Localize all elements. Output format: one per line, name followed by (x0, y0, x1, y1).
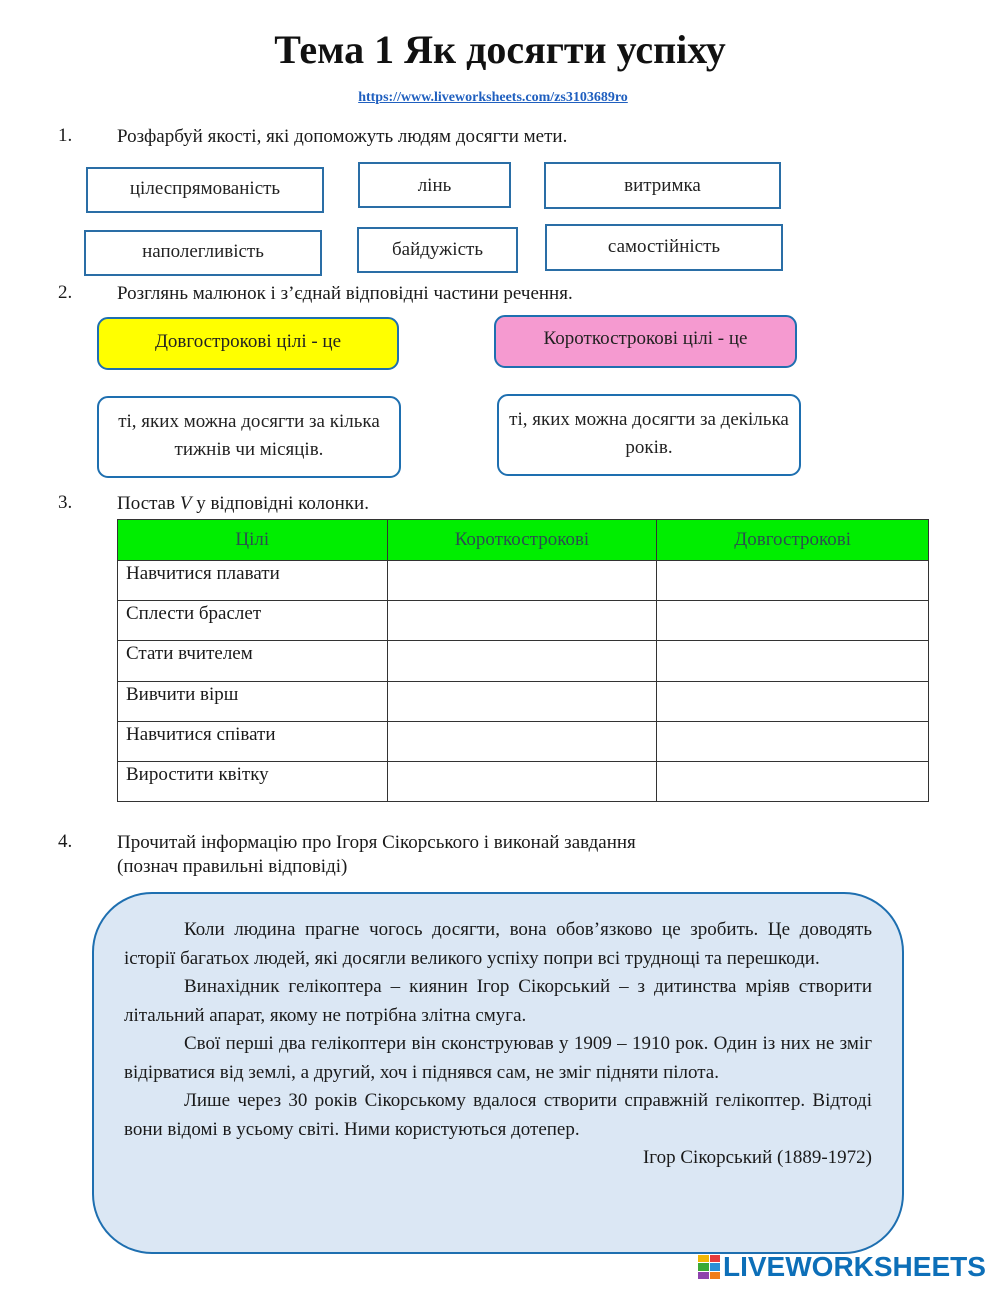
logo-text: LIVEWORKSHEETS (723, 1251, 986, 1282)
column-header-long-term: Довгострокові (657, 520, 929, 561)
worksheet-link[interactable]: https://www.liveworksheets.com/zs3103689ro (358, 90, 628, 105)
quality-box[interactable]: байдужість (357, 227, 518, 273)
short-term-check-cell[interactable] (387, 761, 657, 801)
quality-box[interactable]: витримка (544, 162, 781, 209)
goal-cell: Сплести браслет (118, 601, 388, 641)
short-term-check-cell[interactable] (387, 681, 657, 721)
page-title: Тема 1 Як досягти успіху (274, 27, 726, 72)
table-row (118, 601, 929, 641)
question-4-line-2: (познач правильні відповіді) (117, 856, 348, 877)
table-header-row (118, 520, 929, 561)
quality-box[interactable]: наполегливість (84, 230, 322, 276)
table-row (118, 761, 929, 801)
question-2-number: 2. (58, 282, 73, 303)
short-term-goal-card[interactable]: Короткострокові цілі - це (494, 315, 797, 368)
sikorsky-story-box (92, 892, 904, 1254)
question-4-number: 4. (58, 831, 73, 852)
short-term-check-cell[interactable] (387, 601, 657, 641)
question-4-line-1: Прочитай інформацію про Ігоря Сікорського і виконай завдання (117, 832, 636, 853)
quality-box[interactable]: цілеспрямованість (86, 167, 324, 213)
quality-box[interactable]: лінь (358, 162, 511, 208)
story-paragraph: Винахідник гелікоптера – киянин Ігор Сікорський – з дитинства мріяв створити літальний апарат, якому не потрібна злітна смуга. (124, 976, 872, 1026)
question-3-text: Постав V у відповідні колонки. (117, 493, 369, 514)
goal-cell: Стати вчителем (118, 641, 388, 681)
long-term-check-cell[interactable] (657, 601, 929, 641)
table-row (118, 681, 929, 721)
long-term-check-cell[interactable] (657, 681, 929, 721)
goal-cell: Вивчити вірш (118, 681, 388, 721)
table-row (118, 721, 929, 761)
column-header-short-term: Короткострокові (387, 520, 657, 561)
question-4-text (117, 831, 636, 879)
column-header-goals: Цілі (118, 520, 388, 561)
short-term-check-cell[interactable] (387, 641, 657, 681)
liveworksheets-logo (698, 1252, 986, 1282)
long-term-check-cell[interactable] (657, 561, 929, 601)
long-term-check-cell[interactable] (657, 761, 929, 801)
question-2-text: Розглянь малюнок і з’єднай відповідні частини речення. (117, 283, 573, 304)
question-3-number: 3. (58, 492, 73, 513)
goal-cell: Навчитися плавати (118, 561, 388, 601)
liveworksheets-logo-icon (698, 1255, 720, 1279)
question-1-number: 1. (58, 125, 73, 146)
goals-table (117, 519, 929, 802)
question-1-text: Розфарбуй якості, які допоможуть людям досягти мети. (117, 126, 568, 147)
long-term-check-cell[interactable] (657, 721, 929, 761)
goal-cell: Навчитися співати (118, 721, 388, 761)
long-term-goal-card[interactable]: Довгострокові цілі - це (97, 317, 399, 370)
short-term-check-cell[interactable] (387, 561, 657, 601)
answer-card-weeks-months[interactable]: ті, яких можна досягти за кілька тижнів чи місяців. (97, 396, 401, 478)
table-row (118, 561, 929, 601)
story-paragraph: Лише через 30 років Сікорському вдалося створити справжній гелікоптер. Відтоді вони відомі в усьому світі. Ними користуються дотепер. (124, 1090, 872, 1140)
story-signature: Ігор Сікорський (1889-1972) (642, 1147, 872, 1168)
goal-cell: Виростити квітку (118, 761, 388, 801)
story-paragraph: Коли людина прагне чогось досягти, вона обов’язково це зробить. Це доводять історії багатьох людей, які досягли великого успіху попри всі труднощі та перешкоди. (124, 919, 872, 969)
table-row (118, 641, 929, 681)
answer-card-years[interactable]: ті, яких можна досягти за декілька років. (497, 394, 801, 476)
story-paragraph: Свої перші два гелікоптери він сконструював у 1909 – 1910 рок. Один із них не зміг відірватися від землі, а другий, хоч і піднявся сам, не зміг підняти пілота. (124, 1033, 872, 1083)
long-term-check-cell[interactable] (657, 641, 929, 681)
short-term-check-cell[interactable] (387, 721, 657, 761)
quality-box[interactable]: самостійність (545, 224, 783, 271)
